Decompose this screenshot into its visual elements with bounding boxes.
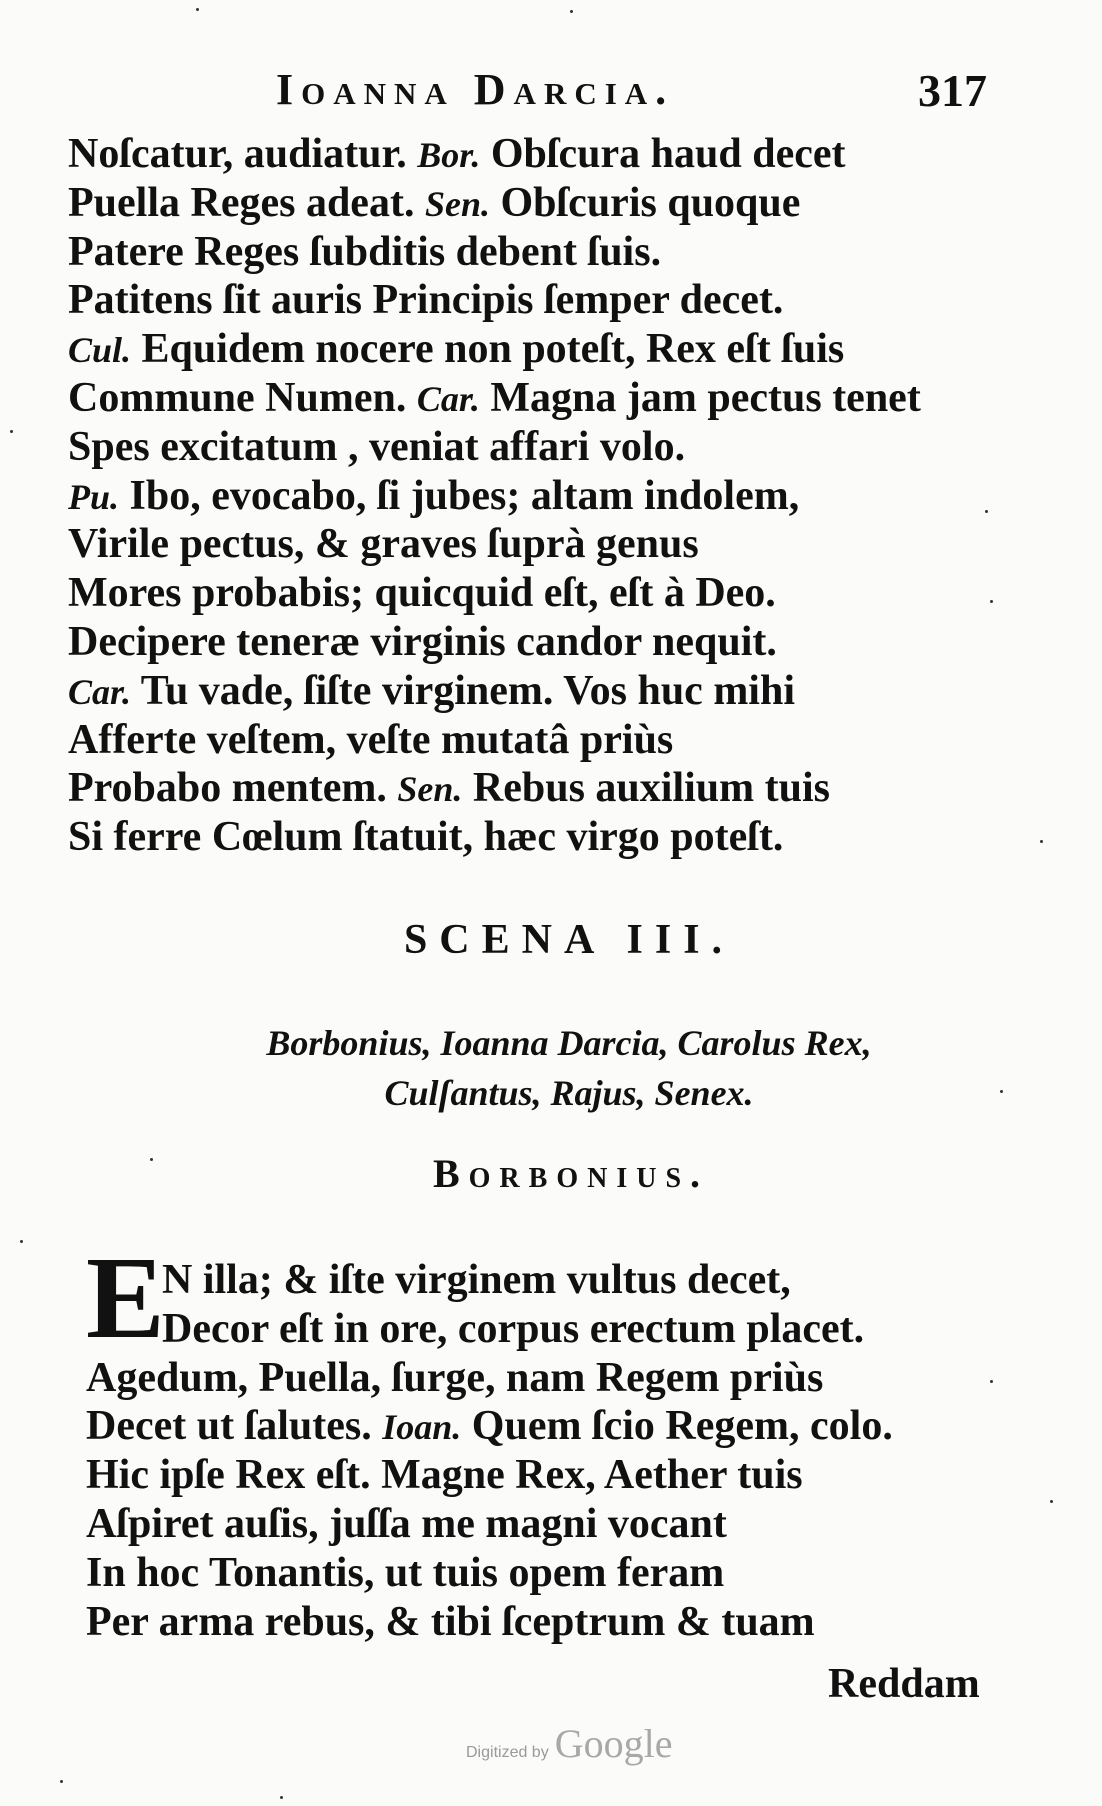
verse-text: Afferte veſtem, veſte mutatâ priùs — [68, 716, 674, 763]
verse-line — [68, 228, 1008, 277]
verse-text: Puella Reges adeat. — [68, 179, 425, 226]
verse-line — [86, 1499, 1006, 1548]
cast-line: Borbonius, Ioanna Darcia, Carolus Rex, — [266, 1023, 872, 1063]
verse-text: Decor eſt in ore, corpus erectum placet. — [162, 1305, 865, 1352]
verse-line — [68, 130, 1008, 179]
running-title: Ioanna Darcia. — [276, 65, 675, 114]
verse-line — [86, 1401, 1006, 1450]
print-speck — [1000, 1090, 1003, 1093]
verse-line — [68, 569, 1008, 618]
verse-text: Agedum, Puella, ſurge, nam Regem priùs — [86, 1354, 824, 1401]
verse-text: Virile pectus, & graves ſuprà genus — [68, 521, 699, 568]
verse-text: Spes excitatum , veniat affari volo. — [68, 423, 686, 470]
print-speck — [20, 1240, 23, 1243]
print-speck — [990, 600, 993, 603]
scene-title: SCENA III. — [403, 917, 735, 963]
verse-line — [68, 764, 1008, 813]
catchword: Reddam — [828, 1661, 980, 1707]
verse-text: Tu vade, ſiſte virginem. Vos huc mihi — [131, 667, 796, 714]
verse-text: Si ferre Cœlum ſtatuit, hæc virgo poteſt. — [68, 814, 784, 861]
verse-line — [68, 520, 1008, 569]
verse-text: Obſcura haud decet — [480, 131, 846, 177]
verse-text: Noſcatur, audiatur. — [68, 131, 418, 177]
verse-text: Equidem nocere non poteſt, Rex eſt ſuis — [131, 326, 845, 373]
verse-line — [86, 1255, 1006, 1304]
verse-block-bottom — [86, 1255, 1006, 1645]
speaker-abbrev: Pu. — [68, 476, 120, 517]
cast-line: Culſantus, Rajus, Senex. — [384, 1073, 754, 1113]
print-speck — [990, 1380, 993, 1383]
verse-line — [86, 1450, 1006, 1499]
speaker-abbrev: Car. — [416, 378, 480, 419]
verse-text: Decipere teneræ virginis candor nequit. — [68, 618, 777, 665]
digitized-watermark — [466, 1720, 672, 1767]
verse-line — [68, 813, 1008, 862]
speaker-abbrev: Car. — [68, 671, 132, 712]
verse-text: N illa; & iſte virginem vultus decet, — [162, 1257, 791, 1303]
google-logo: Google — [554, 1721, 673, 1766]
verse-line — [68, 667, 1008, 716]
verse-text: Quem ſcio Regem, colo. — [461, 1403, 893, 1450]
print-speck — [150, 1158, 153, 1161]
digitized-prefix: Digitized by — [466, 1744, 549, 1761]
verse-text: Patere Reges ſubditis debent ſuis. — [68, 228, 662, 275]
drop-cap: E — [86, 1232, 165, 1363]
verse-line — [68, 374, 1008, 423]
cast-list — [0, 1018, 1102, 1118]
print-speck — [1050, 1500, 1053, 1503]
print-speck — [10, 430, 13, 433]
verse-text: Ibo, evocabo, ſi jubes; altam indolem, — [119, 472, 800, 519]
print-speck — [1040, 840, 1043, 843]
verse-line — [68, 472, 1008, 521]
verse-text: Rebus auxilium tuis — [462, 765, 830, 812]
print-speck — [985, 510, 988, 513]
speaker-abbrev: Sen. — [424, 183, 490, 224]
speaker-heading: Borbonius. — [432, 1151, 710, 1196]
verse-line — [68, 716, 1008, 765]
verse-line — [86, 1353, 1006, 1402]
verse-text: Decet ut ſalutes. — [86, 1403, 383, 1450]
print-speck — [280, 1796, 283, 1799]
verse-text: Per arma rebus, & tibi ſceptrum & tuam — [86, 1598, 815, 1645]
verse-line — [86, 1597, 1006, 1646]
verse-line — [68, 423, 1008, 472]
verse-text: Commune Numen. — [68, 374, 417, 421]
verse-line — [68, 179, 1008, 228]
verse-text: Probabo mentem. — [68, 765, 398, 812]
verse-text: Obſcuris quoque — [489, 179, 801, 226]
verse-text: In hoc Tonantis, ut tuis opem feram — [86, 1549, 725, 1596]
verse-text: Aſpiret auſis, juſſa me magni vocant — [86, 1500, 727, 1547]
verse-line — [86, 1548, 1006, 1597]
verse-line — [68, 618, 1008, 667]
verse-text: Hic ipſe Rex eſt. Magne Rex, Aether tuis — [86, 1452, 803, 1499]
verse-line — [68, 325, 1008, 374]
page-number: 317 — [918, 65, 987, 116]
page-header — [0, 64, 1102, 124]
speaker-abbrev: Sen. — [397, 769, 463, 810]
verse-line — [86, 1304, 1006, 1353]
verse-line — [68, 276, 1008, 325]
speaker-abbrev: Bor. — [417, 135, 481, 175]
print-speck — [60, 1780, 63, 1783]
speaker-abbrev: Ioan. — [382, 1407, 462, 1448]
verse-text: Mores probabis; quicquid eſt, eſt à Deo. — [68, 570, 776, 617]
print-speck — [570, 10, 573, 13]
verse-text: Patitens ſit auris Principis ſemper decet. — [68, 277, 784, 324]
verse-block-top — [68, 130, 1008, 862]
verse-text: Magna jam pectus tenet — [479, 374, 921, 421]
print-speck — [196, 8, 199, 11]
speaker-abbrev: Cul. — [68, 330, 132, 371]
